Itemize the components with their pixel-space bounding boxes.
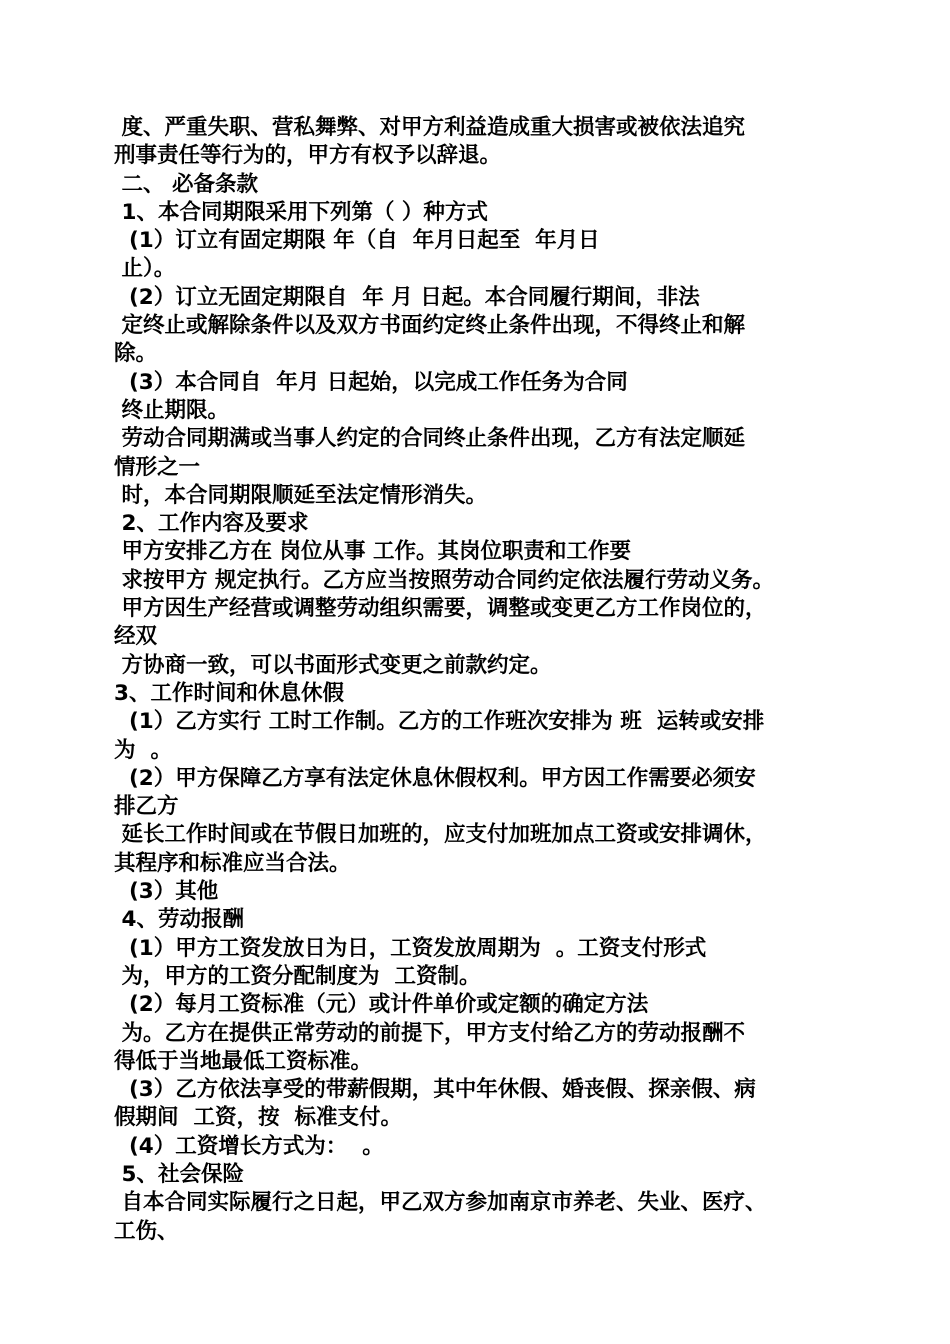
- text-line: 得低于当地最低工资标准。: [114, 1048, 373, 1074]
- text-line: (3）乙方依法享受的带薪假期，其中年休假、婚丧假、探亲假、病: [114, 1077, 756, 1103]
- text-line: 经双: [114, 624, 158, 650]
- text-line: 工伤、: [114, 1218, 179, 1244]
- clause-heading: 5、社会保险: [114, 1161, 244, 1187]
- text-line: (1）订立有固定期限 年（自 年月日起至 年月日: [114, 228, 600, 254]
- text-line: 为。乙方在提供正常劳动的前提下，甲方支付给乙方的劳动报酬不: [114, 1020, 745, 1046]
- text-line: 除。: [114, 341, 158, 367]
- text-line: 甲方因生产经营或调整劳动组织需要，调整或变更乙方工作岗位的，: [114, 596, 767, 622]
- text-line: (4）工资增长方式为： 。: [114, 1133, 384, 1159]
- section-heading: 二、 必备条款: [114, 171, 258, 197]
- text-line: 延长工作时间或在节假日加班的，应支付加班加点工资或安排调休，: [114, 822, 767, 848]
- text-line: (2）每月工资标准（元）或计件单价或定额的确定方法: [114, 992, 649, 1018]
- text-line: 止）。: [114, 256, 176, 282]
- clause-heading: 3、工作时间和休息休假: [114, 680, 344, 706]
- text-line: (3）其他: [114, 879, 219, 905]
- text-line: (3）本合同自 年月 日起始，以完成工作任务为合同: [114, 369, 628, 395]
- text-line: 情形之一: [114, 454, 201, 480]
- text-line: 度、严重失职、营私舞弊、对甲方利益造成重大损害或被依法追究: [114, 115, 745, 140]
- text-line: 自本合同实际履行之日起，甲乙双方参加南京市养老、失业、医疗、: [114, 1190, 767, 1216]
- text-line: 其程序和标准应当合法。: [114, 850, 351, 876]
- text-line: (1）乙方实行 工时工作制。乙方的工作班次安排为 班 运转或安排: [114, 709, 765, 735]
- text-line: 为 。: [114, 737, 172, 763]
- text-line: 刑事责任等行为的，甲方有权予以辞退。: [114, 143, 502, 169]
- text-line: 为，甲方的工资分配制度为 工资制。: [114, 963, 481, 989]
- text-line: 定终止或解除条件以及双方书面约定终止条件出现，不得终止和解: [114, 313, 745, 339]
- text-line: 时，本合同期限顺延至法定情形消失。: [114, 482, 487, 508]
- text-line: 排乙方: [114, 794, 179, 820]
- text-line: 求按甲方 规定执行。乙方应当按照劳动合同约定依法履行劳动义务。: [114, 567, 774, 593]
- clause-heading: 2、工作内容及要求: [114, 511, 309, 537]
- text-line: 假期间 工资，按 标准支付。: [114, 1105, 402, 1131]
- contract-text-body: [114, 114, 844, 1246]
- text-line: (2）甲方保障乙方享有法定休息休假权利。甲方因工作需要必须安: [114, 765, 756, 791]
- text-line: (1）甲方工资发放日为日，工资发放周期为 。工资支付形式: [114, 935, 707, 961]
- text-line: 终止期限。: [114, 397, 229, 423]
- text-line: 方协商一致，可以书面形式变更之前款约定。: [114, 652, 552, 678]
- text-line: 劳动合同期满或当事人约定的合同终止条件出现，乙方有法定顺延: [114, 426, 745, 452]
- clause-heading: 1、本合同期限采用下列第（ ）种方式: [114, 199, 488, 225]
- clause-heading: 4、劳动报酬: [114, 907, 244, 933]
- text-line: (2）订立无固定期限自 年 月 日起。本合同履行期间，非法: [114, 284, 700, 310]
- text-line: 甲方安排乙方在 岗位从事 工作。其岗位职责和工作要: [114, 539, 631, 565]
